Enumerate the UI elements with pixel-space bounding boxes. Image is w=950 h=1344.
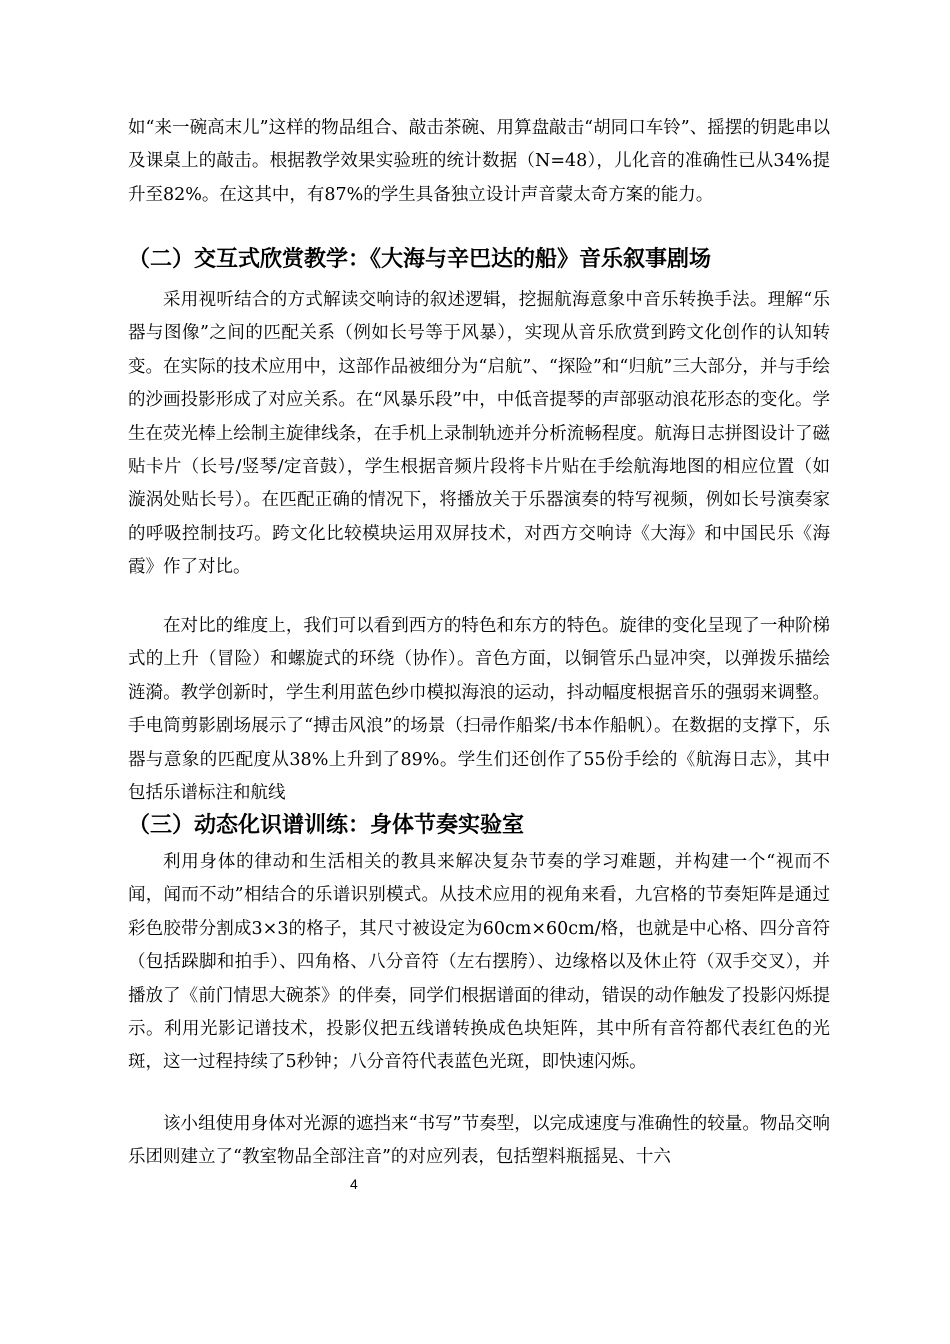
- paragraph-section-3-body: 利用身体的律动和生活相关的教具来解决复杂节奏的学习难题，并构建一个“视而不闻，闻而不动”相结合的乐谱识别模式。从技术应用的视角来看，九宫格的节奏矩阵是通过彩色胶带分割成3×3的格子，其尺寸被设定为60cm×60cm/格，也就是中心格、四分音符（包括跺脚和拍手）、四角格、八分音符（左右摆胯）、边缘格以及休止符（双手交叉），并播放了《前门情思大碗茶》的伴奏，同学们根据谱面的律动，错误的动作触发了投影闪烁提示。利用光影记谱技术，投影仪把五线谱转换成色块矩阵，其中所有音符都代表红色的光斑，这一过程持续了5秒钟；八分音符代表蓝色光斑，即快速闪烁。: [128, 852, 830, 1073]
- page-number: 4: [350, 1176, 358, 1192]
- section-heading-2: （二）交互式欣赏教学：《大海与辛巴达的船》音乐叙事剧场: [128, 247, 712, 272]
- paragraph-intro-continuation: 如“来一碗高末儿”这样的物品组合、敲击茶碗、用算盘敲击“胡同口车铃”、摇摆的钥匙串以及课桌上的敲击。根据教学效果实验班的统计数据（N=48），儿化音的准确性已从34%提升至82%。在这其中，有87%的学生具备独立设计声音蒙太奇方案的能力。: [128, 118, 830, 205]
- paragraph-section-2-body: 采用视听结合的方式解读交响诗的叙述逻辑，挖掘航海意象中音乐转换手法。理解“乐器与图像”之间的匹配关系（例如长号等于风暴），实现从音乐欣赏到跨文化创作的认知转变。在实际的技术应用中，这部作品被细分为“启航”、“探险”和“归航”三大部分，并与手绘的沙画投影形成了对应关系。在“风暴乐段”中，中低音提琴的声部驱动浪花形态的变化。学生在荧光棒上绘制主旋律线条，在手机上录制轨迹并分析流畅程度。航海日志拼图设计了磁贴卡片（长号/竖琴/定音鼓），学生根据音频片段将卡片贴在手绘航海地图的相应位置（如漩涡处贴长号）。在匹配正确的情况下，将播放关于乐器演奏的特写视频，例如长号演奏家的呼吸控制技巧。跨文化比较模块运用双屏技术，对西方交响诗《大海》和中国民乐《海霞》作了对比。: [128, 290, 830, 578]
- section-heading-3: （三）动态化识谱训练：身体节奏实验室: [128, 813, 525, 838]
- paragraph-section-3-continuation: 该小组使用身体对光源的遮挡来“书写”节奏型，以完成速度与准确性的较量。物品交响乐团则建立了“教室物品全部注音”的对应列表，包括塑料瓶摇晃、十六: [128, 1114, 830, 1168]
- paragraph-section-2-comparison: 在对比的维度上，我们可以看到西方的特色和东方的特色。旋律的变化呈现了一种阶梯式的上升（冒险）和螺旋式的环绕（协作）。音色方面，以铜管乐凸显冲突，以弹拨乐描绘涟漪。教学创新时，学生利用蓝色纱巾模拟海浪的运动，抖动幅度根据音乐的强弱来调整。手电筒剪影剧场展示了“搏击风浪”的场景（扫帚作船桨/书本作船帆）。在数据的支撑下，乐器与意象的匹配度从38%上升到了89%。学生们还创作了55份手绘的《航海日志》，其中包括乐谱标注和航线: [128, 616, 830, 804]
